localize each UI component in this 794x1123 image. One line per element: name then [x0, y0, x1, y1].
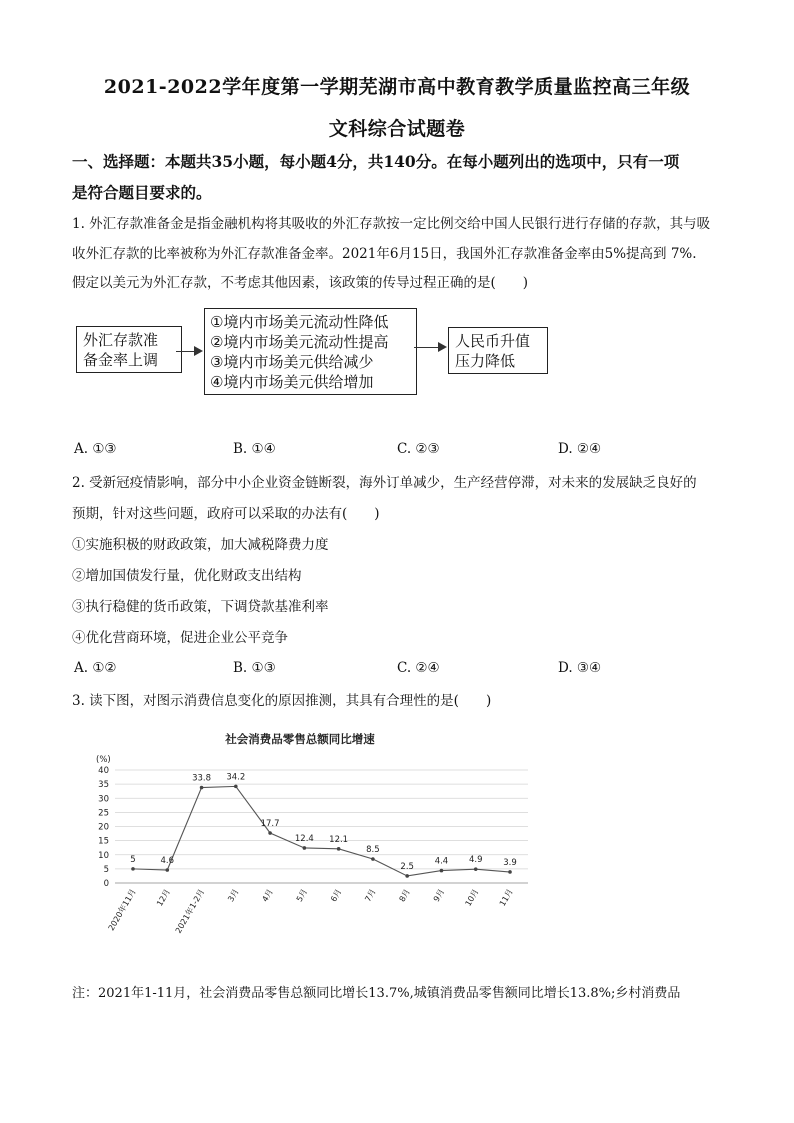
middle-box-item: ①境内市场美元流动性降低	[210, 313, 389, 331]
diagram-right-box	[448, 327, 548, 374]
q2-option-d[interactable]: D. ③④	[558, 660, 602, 676]
q1-option-d[interactable]: D. ②④	[558, 441, 602, 457]
left-box-line: 备金率上调	[83, 351, 159, 369]
exam-title-line1: 2021-2022学年度第一学期芜湖市高中教育教学质量监控高三年级	[103, 76, 691, 98]
middle-box-item: ②境内市场美元流动性提高	[210, 333, 389, 351]
right-box-line: 人民币升值	[455, 332, 531, 350]
data-label: 5	[130, 854, 136, 865]
x-tick-label: 8月	[397, 887, 412, 904]
data-label: 17.7	[260, 818, 280, 829]
diagram-middle-box	[204, 308, 417, 395]
x-tick-label: 11月	[497, 887, 515, 908]
middle-box-item: ④境内市场美元供给增加	[210, 373, 374, 391]
x-tick-label: 6月	[329, 887, 344, 904]
data-label: 3.9	[503, 857, 517, 868]
y-tick-label: 30	[98, 794, 109, 805]
x-tick-label: 10月	[463, 887, 481, 908]
section-heading-line2: 是符合题目要求的。	[72, 183, 212, 202]
data-point	[268, 831, 272, 835]
q2-stem-line2: 预期，针对这些问题，政府可以采取的办法有( )	[72, 506, 380, 522]
q3-note: 注：2021年1-11月，社会消费品零售总额同比增长13.7%,城镇消费品零售额同比增长13.8%;乡村消费品	[72, 986, 681, 1001]
q2-option-c[interactable]: C. ②④	[397, 660, 440, 676]
q1-option-b[interactable]: B. ①④	[233, 441, 276, 457]
q2-option-a[interactable]: A. ①②	[74, 660, 117, 676]
q1-stem-line1: 1. 外汇存款准备金是指金融机构将其吸收的外汇存款按一定比例交给中国人民银行进行存储的存款，其与吸	[72, 216, 711, 232]
x-tick-label: 12月	[155, 887, 173, 908]
data-point	[371, 857, 375, 861]
q2-item: ③执行稳健的货币政策，下调贷款基准利率	[72, 599, 329, 615]
data-point	[303, 846, 307, 850]
y-tick-label: 35	[98, 780, 109, 791]
q2-item: ①实施积极的财政政策，加大减税降费力度	[72, 537, 329, 553]
arrow-line	[176, 351, 196, 352]
q2-stem-line1: 2. 受新冠疫情影响，部分中小企业资金链断裂，海外订单减少，生产经营停滞，对未来的发展缺乏良好的	[72, 475, 697, 491]
y-tick-label: 10	[98, 850, 109, 861]
series-line	[133, 786, 510, 876]
y-tick-label: 40	[98, 766, 109, 776]
middle-box-item: ③境内市场美元供给减少	[210, 353, 374, 371]
section-heading-line1: 一、选择题：本题共35小题，每小题4分，共140分。在每小题列出的选项中，只有一项	[72, 152, 680, 171]
data-point	[440, 869, 444, 873]
data-point	[200, 786, 204, 790]
data-point	[474, 867, 478, 871]
data-point	[337, 847, 341, 851]
data-point	[131, 867, 135, 871]
q1-option-c[interactable]: C. ②③	[397, 441, 440, 457]
data-point	[405, 874, 409, 878]
data-label: 8.5	[366, 844, 380, 855]
data-label: 12.1	[329, 834, 349, 845]
arrow-right-icon	[438, 342, 447, 352]
data-point	[508, 870, 512, 874]
retail-growth-line-chart	[0, 718, 794, 958]
exam-title-line2: 文科综合试题卷	[328, 118, 466, 140]
x-tick-label: 3月	[226, 887, 241, 904]
data-label: 34.2	[226, 772, 246, 783]
data-point	[234, 785, 238, 789]
x-tick-label: 2021年1-2月	[173, 887, 207, 935]
right-box-line: 压力降低	[455, 352, 516, 370]
data-label: 33.8	[192, 773, 212, 784]
data-label: 2.5	[400, 861, 414, 872]
y-tick-label: 15	[98, 836, 109, 847]
x-tick-label: 9月	[431, 887, 447, 904]
q1-stem-line2: 收外汇存款的比率被称为外汇存款准备金率。2021年6月15日，我国外汇存款准备金率由5%提高到 7%.	[72, 246, 697, 262]
x-tick-label: 5月	[294, 887, 310, 904]
q1-option-a[interactable]: A. ①③	[74, 441, 117, 457]
q2-item: ④优化营商环境，促进企业公平竞争	[72, 630, 288, 646]
data-label: 4.4	[434, 856, 449, 867]
data-label: 4.6	[160, 856, 175, 867]
x-tick-label: 7月	[363, 887, 378, 904]
y-tick-label: 5	[103, 864, 109, 875]
x-tick-label: 4月	[260, 887, 275, 904]
x-tick-label: 2020年11月	[106, 887, 138, 933]
q2-item: ②增加国债发行量，优化财政支出结构	[72, 568, 302, 584]
data-label: 12.4	[294, 833, 314, 844]
diagram-left-box	[76, 326, 182, 373]
chart-y-axis-label: (%)	[96, 755, 111, 765]
arrow-right-icon	[194, 346, 203, 356]
y-tick-label: 20	[98, 822, 109, 833]
y-tick-label: 0	[103, 879, 109, 889]
q1-stem-line3: 假定以美元为外汇存款，不考虑其他因素，该政策的传导过程正确的是( )	[72, 275, 529, 291]
y-tick-label: 25	[98, 808, 109, 819]
left-box-line: 外汇存款准	[83, 331, 159, 349]
arrow-line	[414, 347, 440, 348]
data-label: 4.9	[468, 855, 483, 866]
q3-stem-line1: 3. 读下图，对图示消费信息变化的原因推测，其具有合理性的是( )	[72, 693, 492, 709]
chart-title: 社会消费品零售总额同比增速	[225, 732, 375, 746]
q2-option-b[interactable]: B. ①③	[233, 660, 276, 676]
data-point	[165, 868, 169, 872]
